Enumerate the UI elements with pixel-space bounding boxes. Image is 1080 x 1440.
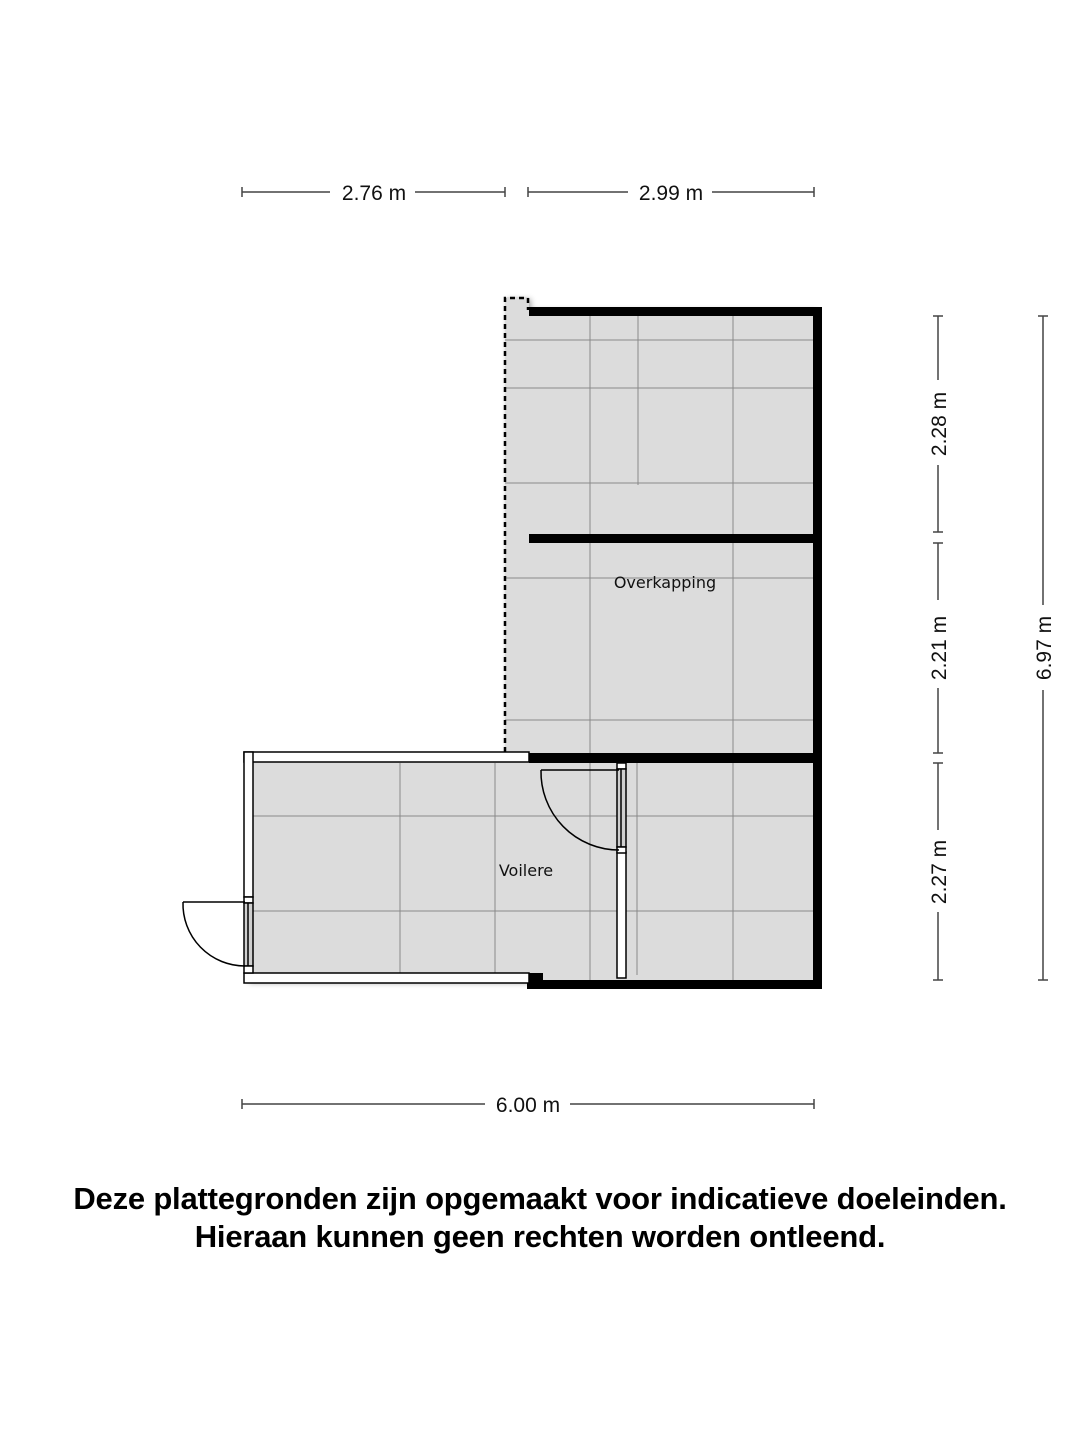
dimension-label: 2.76 m [341, 182, 407, 205]
door-left [183, 897, 253, 973]
room-label-overkapping: Overkapping [613, 573, 717, 592]
dimension-label: 6.00 m [495, 1094, 561, 1117]
disclaimer-line-1: Deze plattegronden zijn opgemaakt voor indicatieve doeleinden. [73, 1181, 1007, 1216]
dimension-label: 2.28 m [928, 391, 951, 457]
dimension-label: 2.21 m [928, 615, 951, 681]
dimension-label: 6.97 m [1033, 615, 1056, 681]
room-label-voilere: Voilere [498, 861, 554, 880]
dimension-label: 2.27 m [928, 839, 951, 905]
dimension-label: 2.99 m [638, 182, 704, 205]
disclaimer-line-2: Hieraan kunnen geen rechten worden ontleend. [194, 1219, 886, 1254]
